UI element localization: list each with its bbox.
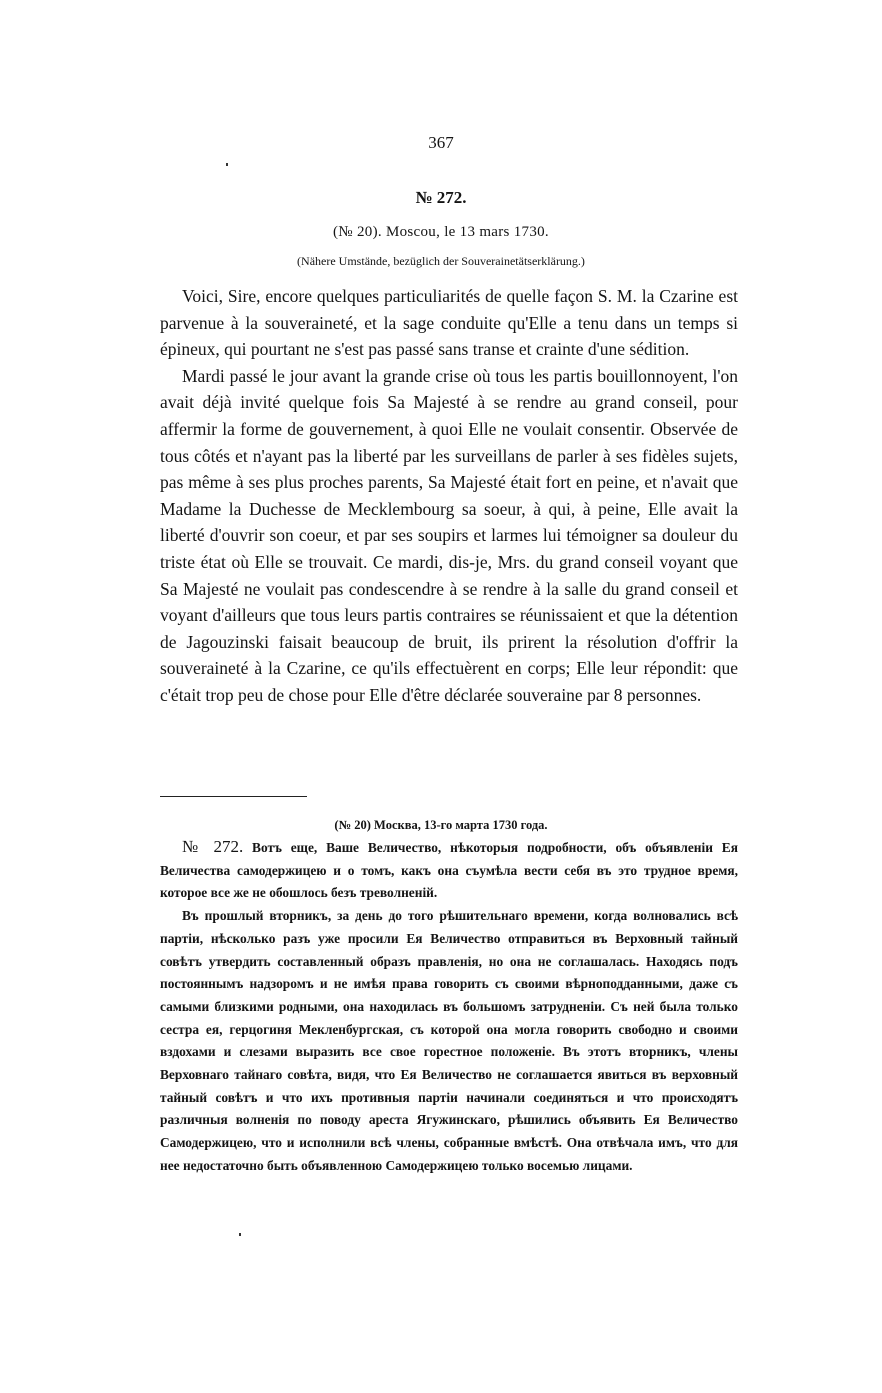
document-subtitle: (Nähere Umstände, bezüglich der Souverainetätserklärung.) [297,254,585,268]
translation-heading: (№ 20) Москва, 13-го марта 1730 года. [334,818,548,832]
french-paragraph-2: Mardi passé le jour avant la grande crise où tous les partis bouillonnoyent, l'on avait déjà invité quelque fois Sa Majesté à se rendre au grand conseil, pour affermir la forme de gouvernement, à quoi Elle ne voulait consentir. Observée de tous côtés et n'ayant pas la liberté par les surveillans de parler à ses fidèles sujets, pas même à ses plus proches parents, Sa Majesté était fort en peine, et n'avait que Madame la Duchesse de Mecklembourg sa soeur, à qui, à peine, Elle avait la liberté d'ouvrir son coeur, et par ses soupirs et larmes lui témoigner sa douleur du triste état où Elle se trouvait. Ce mardi, dis-je, Mrs. du grand conseil voyant que Sa Majesté ne voulait pas condescendre à se rendre à la salle du grand conseil et voyant d'ailleurs que tous leurs partis contraires se réunissaient et que la détention de Jagouzinski faisait beaucoup de bruit, ils prirent la résolution d'offrir la souveraineté à la Czarine, ce qu'ils effectuèrent en corps; Elle leur répondit: que c'était trop peu de chose pour Elle d'être déclarée souveraine par 8 personnes. [160,365,738,705]
footnote-divider [160,796,307,797]
document-number: № 272. [415,188,467,207]
scan-speck [239,1233,241,1236]
french-paragraph-1: Voici, Sire, encore quelques particuliarités de quelle façon S. M. la Czarine est parvenue à la souveraineté, et la sage conduite qu'Elle a tenu dans un temps si épineux, qui pourtant ne s'est pas passé sans transe et crainte d'une sédition. [160,286,738,360]
scan-speck [226,163,228,166]
russian-paragraph-1-text: Вотъ еще, Ваше Величество, нѣкоторыя подробности, объ объявленіи Ея Величества самодержицею и о томъ, какъ она съумѣла вести себя въ это трудное время, которое все же не обошлось безъ треволненій. [160,840,738,901]
russian-paragraph-2: Въ прошлый вторникъ, за день до того рѣшительнаго времени, когда волновались всѣ партіи, нѣсколько разъ уже просили Ея Величество отправиться въ Верховный тайный совѣтъ утвердить составленный образъ правленія, но она не соглашалась. Находясь подъ постояннымъ надзоромъ и не имѣя права говорить съ своими вѣрноподданными, даже съ самыми близкими родными, она находилась въ большомъ затрудненіи. Съ ней была только сестра ея, герцогиня Мекленбургская, съ которой она могла говорить свободно и своими вздохами и слезами выразить все свое горестное положеніе. Въ этотъ вторникъ, члены Верховнаго тайнаго совѣта, видя, что Ея Величество не соглашается явиться въ верховный тайный совѣтъ и что ихъ противныя партіи начинали соединяться и что происходятъ различныя волненія по поводу ареста Ягужинскаго, рѣшились объявить Ея Величество Самодержицею, что и исполнили всѣ члены, собранные вмѣстѣ. Она отвѣчала имъ, что для нее недостаточно быть объявленною Самодержицею только восемью лицами. [160,908,738,1173]
page-number: 367 [428,133,454,152]
dateline: (№ 20). Moscou, le 13 mars 1730. [333,224,549,240]
french-letter-text [160,283,738,709]
russian-translation-text [160,836,738,1178]
russian-paragraph-1 [160,836,738,905]
translation-doc-number: № 272. [182,837,244,856]
